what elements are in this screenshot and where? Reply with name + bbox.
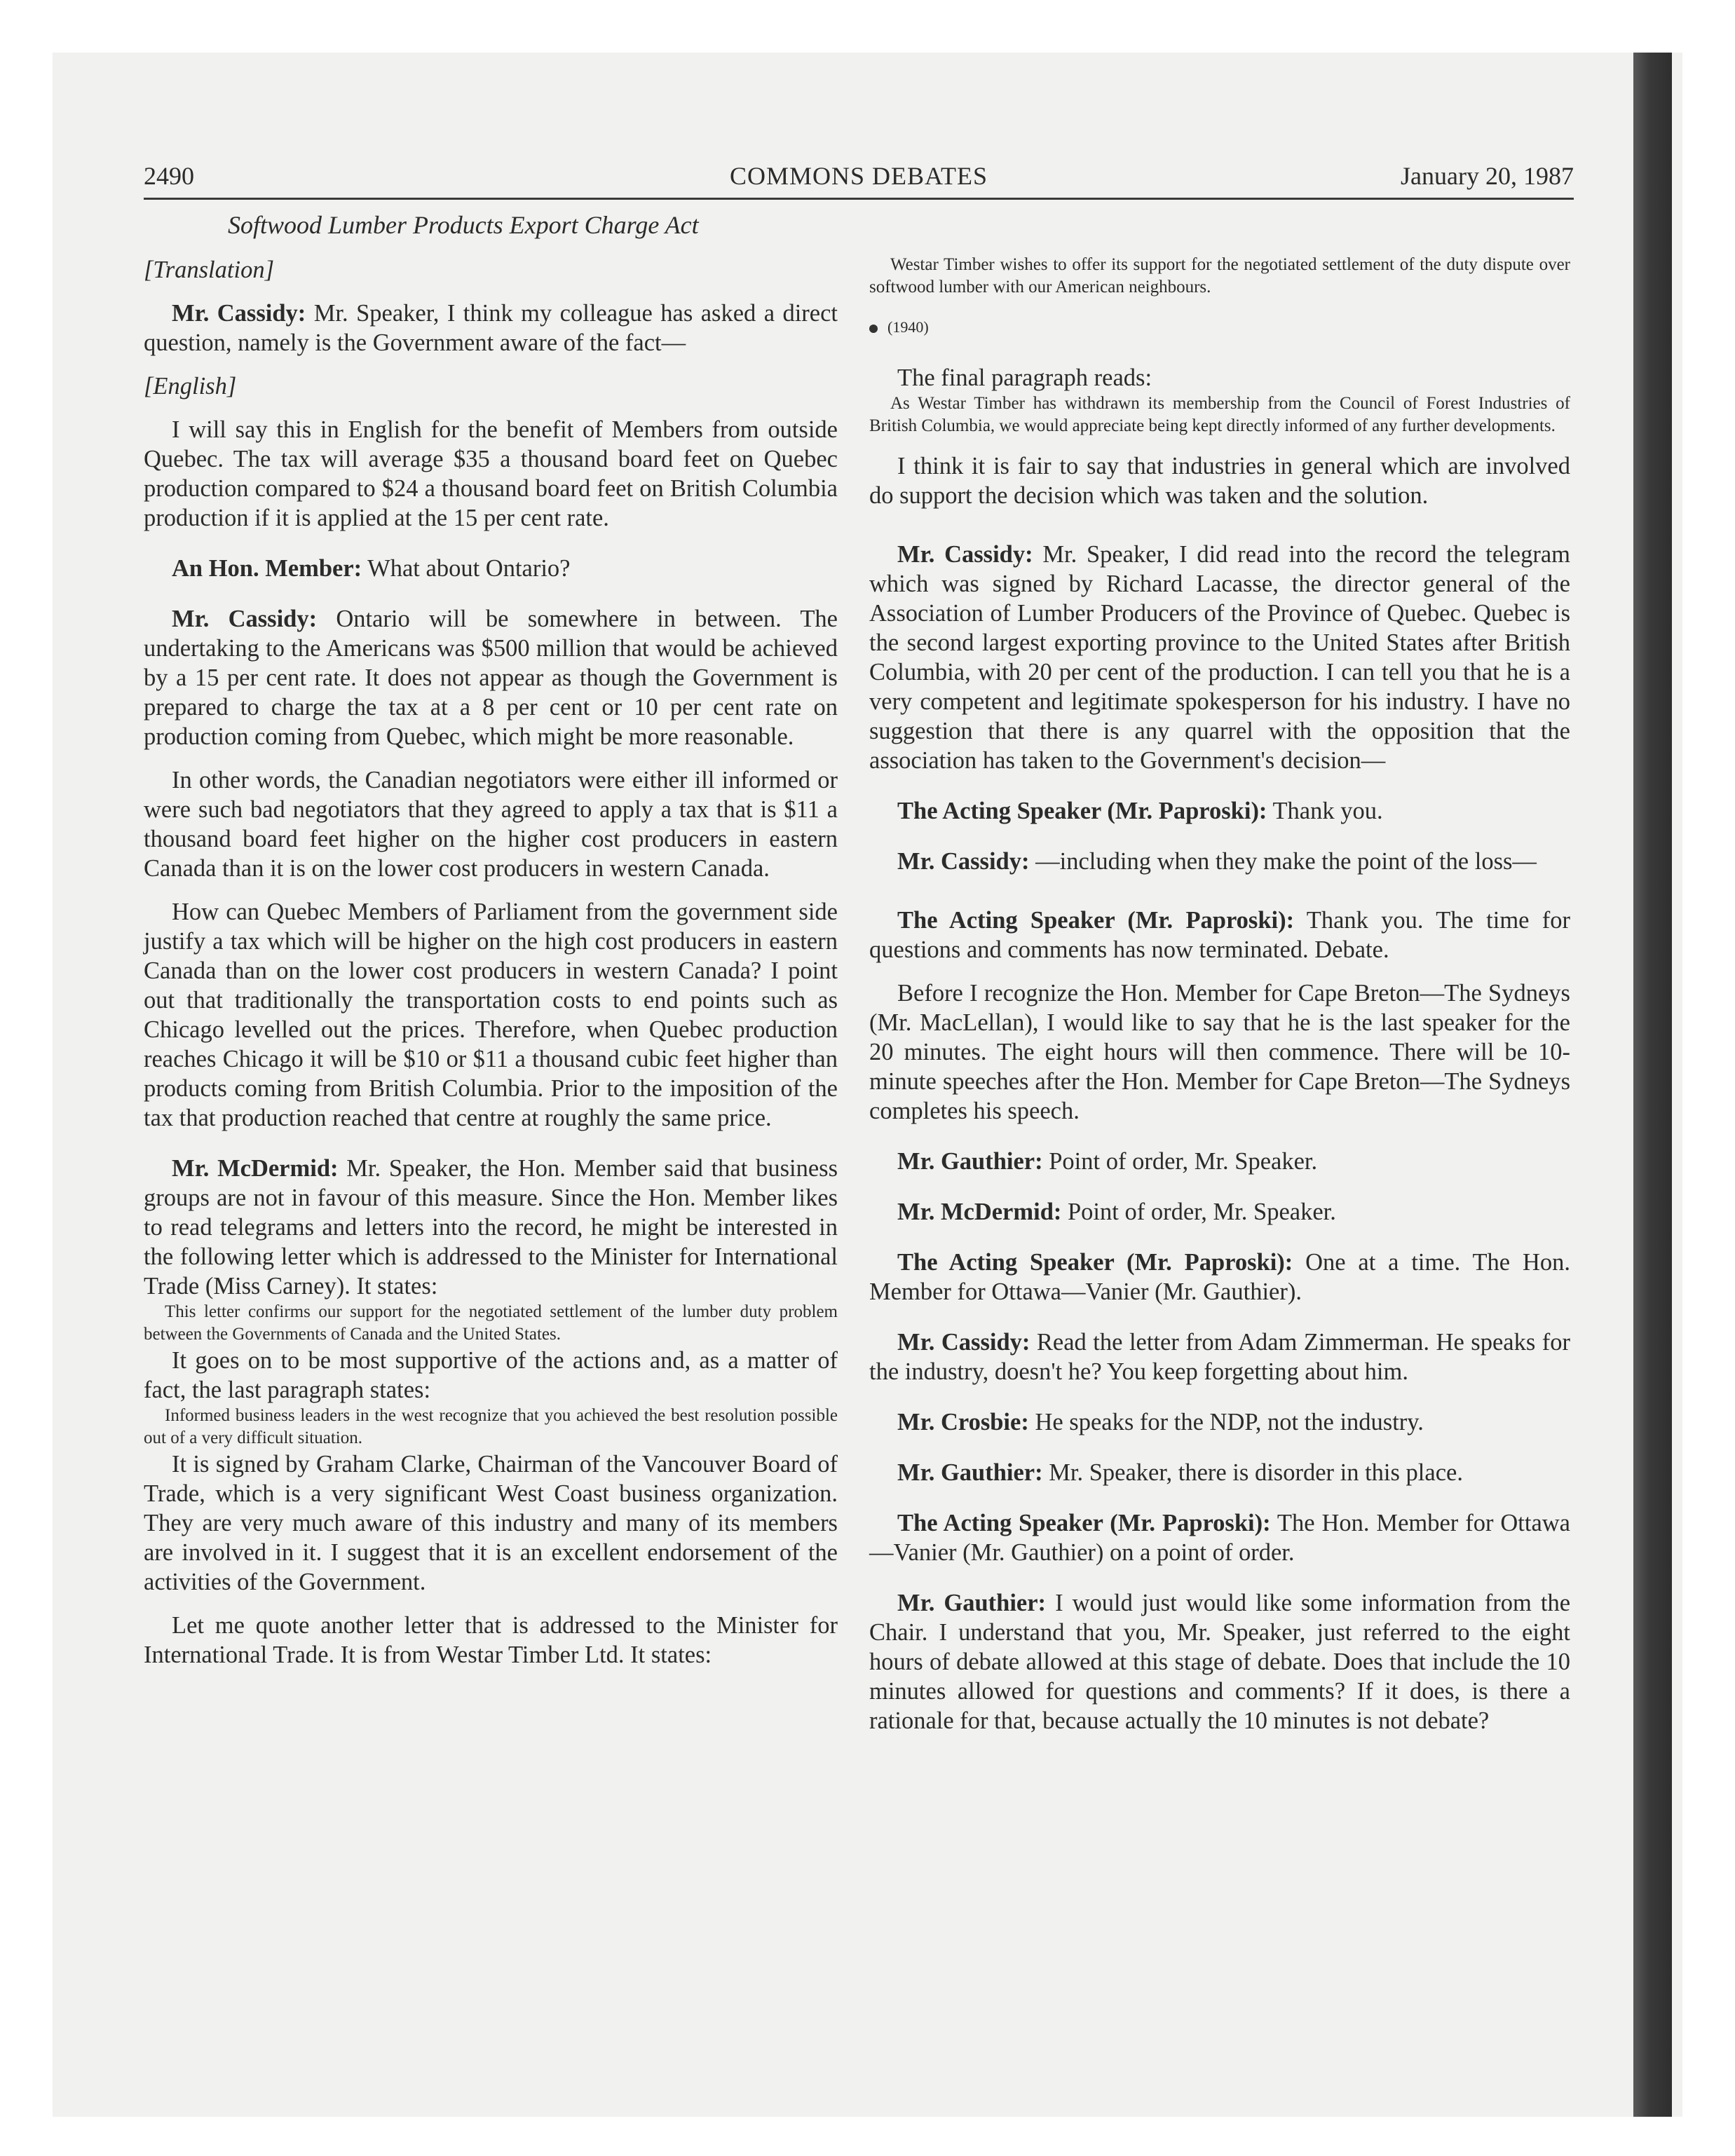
speaker-name: The Acting Speaker (Mr. Paproski): [897,1510,1271,1536]
paragraph [144,299,838,357]
paragraph: I think it is fair to say that industries in general which are involved do support the decision which was taken and the solution. [869,453,1570,509]
page-date: January 20, 1987 [1401,162,1574,190]
speaker-name: Mr. McDermid: [172,1155,339,1182]
paragraph: It goes on to be most supportive of the actions and, as a matter of fact, the last paragraph states: [144,1347,838,1403]
paragraph [869,796,1570,826]
speaker-name: Mr. Crosbie: [897,1409,1029,1435]
paragraph [869,1407,1570,1437]
speech-text: Mr. Speaker, I did read into the record the telegram which was signed by Richard Lacasse, the director general of the Association of Lumber Producers of the Province of Quebec. Quebec is the second largest exporting province to the United States after British Columbia, with 20 per cent of the production. I can tell you that he is a very competent and legitimate spokesperson for his industry. I have no suggestion that there is any quarrel with the opposition that the association has taken to the Government's decision— [869,541,1570,774]
speech-text: I would just would like some information from the Chair. I understand that you, Mr. Speaker, just referred to the eight hours of debate allowed at this stage of debate. Does that include the 10 minutes allowed for questions and comments? If it does, is there a rationale for that, because actually the 10 minutes is not debate? [869,1590,1571,1734]
speech-text: Thank you. The time for questions and comments has now terminated. Debate. [869,907,1570,963]
speech-text: —including when they make the point of the loss— [1029,848,1537,875]
speaker-name: Mr. McDermid: [897,1199,1062,1225]
paragraph [869,1197,1570,1227]
paragraph [869,1588,1570,1735]
paragraph [144,1154,838,1301]
speech-text: What about Ontario? [362,555,571,582]
paragraph: I will say this in English for the benefit of Members from outside Quebec. The tax will average $35 a thousand board feet on Quebec production compared to $24 a thousand board feet on British Columbia production if it is applied at the 15 per cent rate. [144,416,838,531]
paragraph [869,1458,1570,1487]
speech-text: One at a time. The Hon. Member for Ottawa—Vanier (Mr. Gauthier). [869,1249,1570,1305]
speaker-name: Mr. Cassidy: [172,606,318,632]
block-quote: Westar Timber wishes to offer its support for the negotiated settlement of the duty dispute over softwood lumber with our American neighbours. [869,255,1570,296]
speech-text: Ontario will be somewhere in between. The undertaking to the Americans was $500 million that would be achieved by a 15 per cent rate. It does not appear as though the Government is prepared to charge the tax at a 8 per cent or 10 per cent rate on production coming from Quebec, which might be more reasonable. [144,606,838,750]
page-header [144,158,1574,200]
paragraph: The final paragraph reads: [897,364,1152,391]
speech-text: Mr. Speaker, there is disorder in this place. [1042,1459,1463,1486]
block-quote: Informed business leaders in the west recognize that you achieved the best resolution possible out of a very difficult situation. [144,1406,838,1447]
paragraph: How can Quebec Members of Parliament from the government side justify a tax which will be higher on the high cost producers in eastern Canada than on the lower cost producers in western Canada? I point out that traditionally the transportation costs to end points such as Chicago levelled out the prices. Therefore, when Quebec production reaches Chicago it will be $10 or $11 a thousand cubic feet higher than products coming from British Columbia. Prior to the imposition of the tax that production reached that centre at roughly the same price. [144,899,838,1131]
paragraph [869,1508,1570,1567]
block-quote: This letter confirms our support for the negotiated settlement of the lumber duty problem between the Governments of Canada and the United States. [144,1302,838,1344]
paragraph [869,1147,1570,1176]
paragraph [869,1328,1570,1386]
right-column [869,210,1570,1735]
speaker-name: The Acting Speaker (Mr. Paproski): [897,1249,1293,1276]
bullet-dot-icon [869,325,878,333]
paragraph [144,604,838,751]
speaker-name: Mr. Cassidy: [897,541,1033,568]
speaker-name: Mr. Cassidy: [172,300,306,327]
translation-tag: [Translation] [144,257,274,283]
speaker-name: Mr. Cassidy: [897,848,1030,875]
speaker-name: The Acting Speaker (Mr. Paproski): [897,798,1267,824]
paragraph [869,906,1570,964]
speech-text: He speaks for the NDP, not the industry. [1028,1409,1424,1435]
speech-text: Point of order, Mr. Speaker. [1061,1199,1336,1225]
time-marker-text: (1940) [887,318,929,336]
paragraph: Let me quote another letter that is addressed to the Minister for International Trade. It is from Westar Timber Ltd. It states: [144,1612,838,1668]
paragraph [144,554,838,583]
speech-text: Read the letter from Adam Zimmerman. He speaks for the industry, doesn't he? You keep forgetting about him. [869,1329,1570,1385]
speech-text: Thank you. [1267,798,1383,824]
block-quote: As Westar Timber has withdrawn its membership from the Council of Forest Industries of British Columbia, we would appreciate being kept directly informed of any further developments. [869,394,1570,435]
page-number: 2490 [144,162,194,190]
speech-text: The Hon. Member for Ottawa—Vanier (Mr. Gauthier) on a point of order. [869,1510,1570,1566]
time-marker [869,313,1570,342]
scan-edge-strip [1633,53,1672,2117]
speech-text: Point of order, Mr. Speaker. [1042,1148,1318,1175]
speaker-name: Mr. Gauthier: [897,1459,1043,1486]
paragraph: In other words, the Canadian negotiators were either ill informed or were such bad negotiators that they agreed to apply a tax that is $11 a thousand board feet higher on the higher cost producers in eastern Canada than it is on the lower cost producers in western Canada. [144,767,838,882]
paragraph [869,1248,1570,1306]
speaker-name: Mr. Gauthier: [897,1148,1043,1175]
paragraph: Before I recognize the Hon. Member for Cape Breton—The Sydneys (Mr. MacLellan), I would like to say that he is the last speaker for the 20 minutes. The eight hours will then commence. There will be 10-minute speeches after the Hon. Member for Cape Breton—The Sydneys completes his speech. [869,980,1570,1124]
english-tag: [English] [144,373,237,400]
speaker-name: Mr. Cassidy: [897,1329,1030,1356]
publication-title: COMMONS DEBATES [729,162,988,190]
section-title: Softwood Lumber Products Export Charge Act [228,211,699,239]
speech-text: Mr. Speaker, the Hon. Member said that business groups are not in favour of this measure. Since the Hon. Member likes to read telegrams and letters into the record, he might be interested in the following letter which is addressed to the Minister for International Trade (Miss Carney). It states: [144,1155,838,1299]
speech-text: Mr. Speaker, I think my colleague has asked a direct question, namely is the Government aware of the fact— [144,300,838,356]
paragraph [869,540,1570,775]
speaker-name: Mr. Gauthier: [897,1590,1047,1616]
speaker-name: An Hon. Member: [172,555,362,582]
left-column [144,210,838,1670]
paragraph: It is signed by Graham Clarke, Chairman of the Vancouver Board of Trade, which is a very significant West Coast business organization. They are very much aware of this industry and many of its members are involved in it. I suggest that it is an excellent endorsement of the activities of the Government. [144,1451,838,1595]
speaker-name: The Acting Speaker (Mr. Paproski): [897,907,1295,934]
paragraph [869,847,1570,876]
